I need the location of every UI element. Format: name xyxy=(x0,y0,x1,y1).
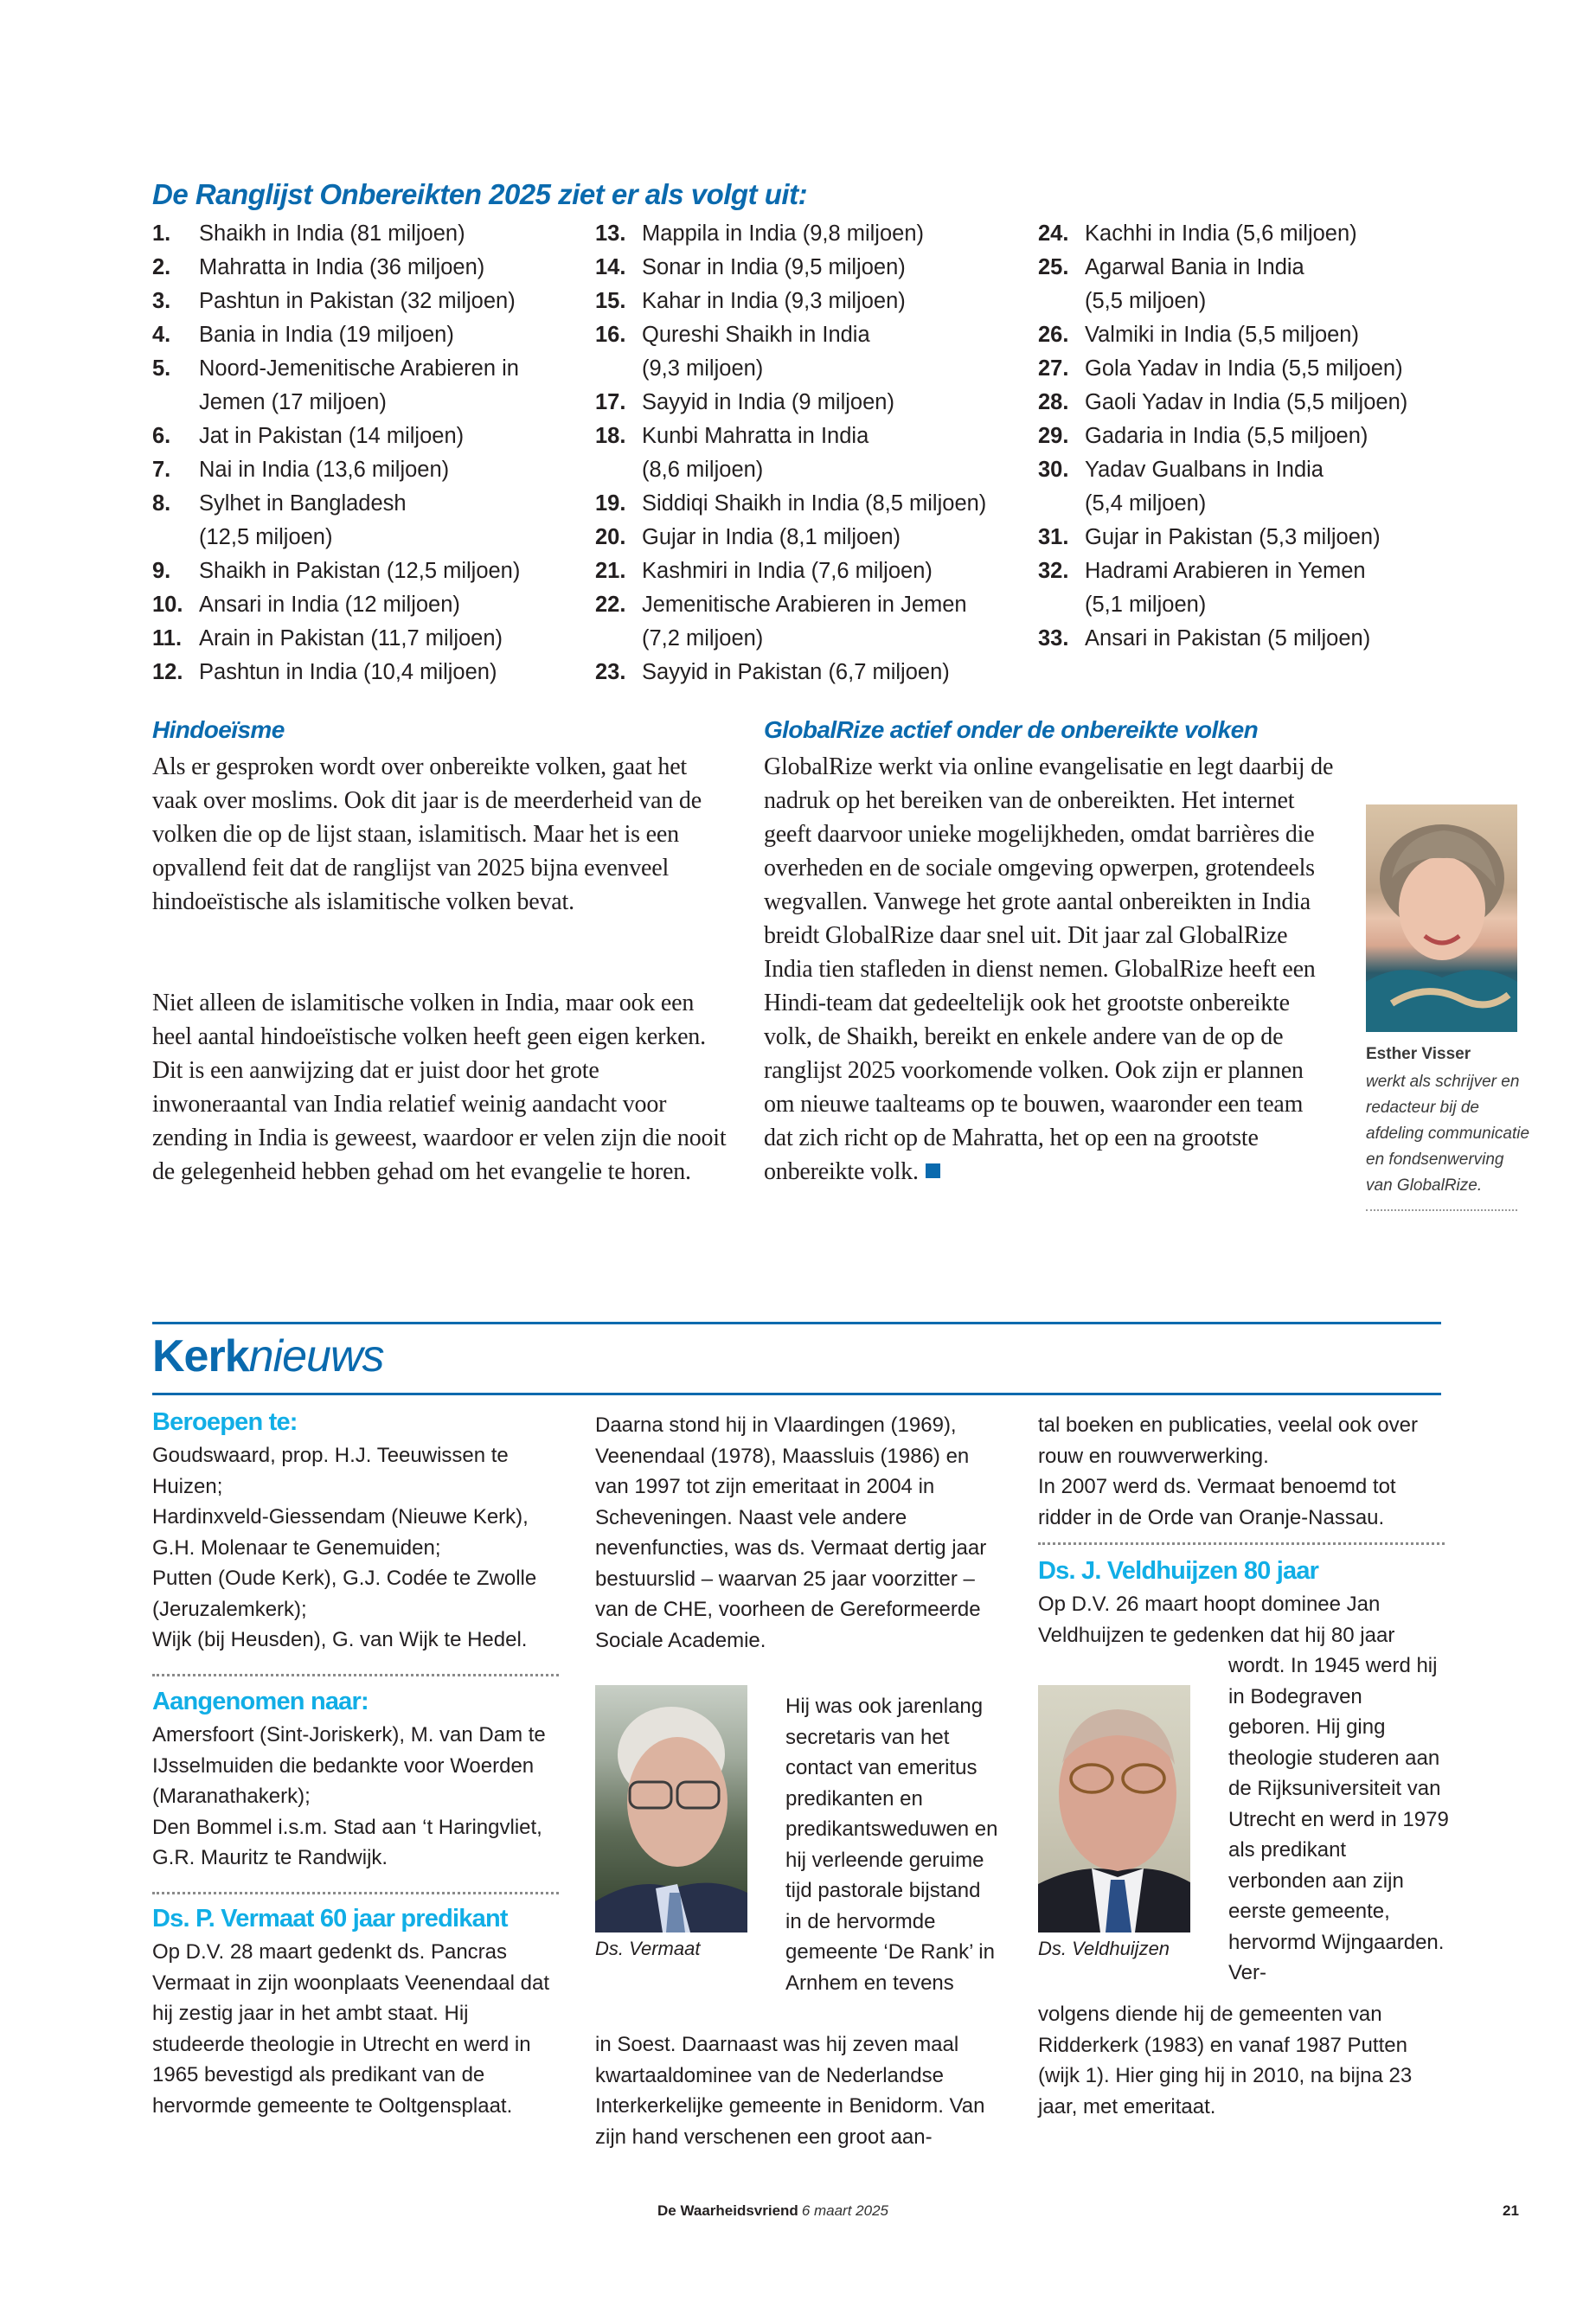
veldhuijzen-paragraph-intro: Op D.V. 26 maart hoopt dominee Jan Veldhuijzen te gedenken dat hij 80 jaar xyxy=(1038,1593,1395,1647)
ranglijst-column-2 xyxy=(595,217,1036,689)
list-item: 4. Bania in India (19 miljoen) xyxy=(152,323,454,347)
list-item: 29. Gadaria in India (5,5 miljoen) xyxy=(1038,424,1368,448)
vermaat-heading: Ds. P. Vermaat 60 jaar predikant xyxy=(152,1905,508,1932)
vermaat-photo xyxy=(595,1685,747,1932)
veldhuijzen-photo xyxy=(1038,1685,1190,1932)
portrait-image xyxy=(1366,804,1517,1032)
section-rule-bottom xyxy=(152,1393,1441,1395)
list-item: 21. Kashmiri in India (7,6 miljoen) xyxy=(595,559,933,583)
list-item: 3. Pashtun in Pakistan (32 miljoen) xyxy=(152,289,516,313)
list-item: 5. Noord-Jemenitische Arabieren in Jemen (17 miljoen) xyxy=(152,356,519,414)
author-name: Esther Visser xyxy=(1366,1045,1471,1063)
portrait-image xyxy=(595,1685,747,1932)
list-item: 31. Gujar in Pakistan (5,3 miljoen) xyxy=(1038,525,1381,549)
aangenomen-heading: Aangenomen naar: xyxy=(152,1688,369,1715)
list-item: 24. Kachhi in India (5,6 miljoen) xyxy=(1038,221,1357,246)
footer-publication: De Waarheidsvriend 6 maart 2025 xyxy=(657,2202,888,2219)
veldhuijzen-heading: Ds. J. Veldhuijzen 80 jaar xyxy=(1038,1557,1319,1585)
list-item: 6. Jat in Pakistan (14 miljoen) xyxy=(152,424,465,448)
aangenomen-line: Den Bommel i.s.m. Stad aan ‘t Haringvliet, G.R. Mauritz te Randwijk. xyxy=(152,1815,542,1869)
ranglijst-column-1 xyxy=(152,217,585,689)
list-item: 15. Kahar in India (9,3 miljoen) xyxy=(595,289,906,313)
ranglijst-title: De Ranglijst Onbereikten 2025 ziet er als volgt uit: xyxy=(152,178,808,210)
vermaat-paragraph-2: Daarna stond hij in Vlaardingen (1969), Veenendaal (1978), Maassluis (1986) en van 1997 tot zijn emeritaat in 2004 in Scheveningen. Naast vele andere nevenfuncties, was ds. Vermaat dertig jaar bestuurslid – waarvan 25 jaar voorzitter – van de CHE, voorheen de Gereformeerde Sociale Academie. xyxy=(595,1413,987,1652)
dotted-divider xyxy=(152,1892,559,1894)
beroepen-line: Wijk (bij Heusden), G. van Wijk te Hedel. xyxy=(152,1628,528,1651)
list-item: 12. Pashtun in India (10,4 miljoen) xyxy=(152,660,497,684)
dotted-divider xyxy=(152,1674,559,1676)
vermaat-paragraph-3-full: in Soest. Daarnaast was hij zeven maal kwartaaldominee van de Nederlandse Interkerkelijke gemeente in Benidorm. Van zijn hand verschenen een groot aan- xyxy=(595,2033,985,2149)
beroepen-heading: Beroepen te: xyxy=(152,1408,298,1436)
list-item: 13. Mappila in India (9,8 miljoen) xyxy=(595,221,924,246)
section-rule-top xyxy=(152,1322,1441,1324)
list-item: 9. Shaikh in Pakistan (12,5 miljoen) xyxy=(152,559,521,583)
page-number: 21 xyxy=(1503,2202,1519,2219)
divider xyxy=(1366,1209,1517,1211)
list-item: 2. Mahratta in India (36 miljoen) xyxy=(152,255,485,279)
list-item: 11. Arain in Pakistan (11,7 miljoen) xyxy=(152,626,503,651)
list-item: 14. Sonar in India (9,5 miljoen) xyxy=(595,255,906,279)
vermaat-paragraph-3-side: Hij was ook jarenlang secretaris van het contact van emeritus predikanten en predikantsweduwen en hij verleende geruime tijd pastorale bijstand in de hervormde gemeente ‘De Rank’ in Arnhem en tevens xyxy=(785,1695,998,1995)
list-item: 19. Siddiqi Shaikh in India (8,5 miljoen) xyxy=(595,491,987,516)
list-item: 33. Ansari in Pakistan (5 miljoen) xyxy=(1038,626,1371,651)
aangenomen-list xyxy=(152,1720,559,1874)
vermaat-paragraph-5: In 2007 werd ds. Vermaat benoemd tot ridder in de Orde van Oranje-Nassau. xyxy=(1038,1475,1396,1529)
list-item: 25. Agarwal Bania in India (5,5 miljoen) xyxy=(1038,255,1304,313)
list-item: 23. Sayyid in Pakistan (6,7 miljoen) xyxy=(595,660,950,684)
beroepen-line: Hardinxveld-Giessendam (Nieuwe Kerk), G.H. Molenaar te Genemuiden; xyxy=(152,1505,529,1560)
list-item: 28. Gaoli Yadav in India (5,5 miljoen) xyxy=(1038,390,1408,414)
vermaat-caption: Ds. Vermaat xyxy=(595,1938,701,1959)
aangenomen-line: Amersfoort (Sint-Joriskerk), M. van Dam te IJsselmuiden die bedankte voor Woerden (Maranathakerk); xyxy=(152,1723,546,1808)
vermaat-paragraph-4: tal boeken en publicaties, veelal ook over rouw en rouwverwerking. xyxy=(1038,1413,1418,1468)
list-item: 10. Ansari in India (12 miljoen) xyxy=(152,593,460,617)
footer-date: 6 maart 2025 xyxy=(801,2202,888,2219)
globalrize-heading: GlobalRize actief onder de onbereikte volken xyxy=(764,716,1259,743)
author-bio: werkt als schrijver en redacteur bij de afdeling communicatie en fondsenwerving van GlobalRize. xyxy=(1366,1073,1530,1195)
list-item: 7. Nai in India (13,6 miljoen) xyxy=(152,458,450,482)
dotted-divider xyxy=(1038,1542,1445,1545)
ranglijst-column-3 xyxy=(1038,217,1471,656)
list-item: 8. Sylhet in Bangladesh (12,5 miljoen) xyxy=(152,491,407,549)
list-item: 22. Jemenitische Arabieren in Jemen (7,2 miljoen) xyxy=(595,593,967,651)
section-title: Kerknieuws xyxy=(152,1331,384,1381)
author-photo xyxy=(1366,804,1517,1032)
hindoeisme-heading: Hindoeïsme xyxy=(152,716,285,743)
list-item: 20. Gujar in India (8,1 miljoen) xyxy=(595,525,901,549)
hindoeisme-paragraph-1: Als er gesproken wordt over onbereikte volken, gaat het vaak over moslims. Ook dit jaar is de meerderheid van de volken die op de lijst staan, islamitisch. Maar het is een opvallend feit dat de ranglijst van 2025 bijna evenveel hindoeïstische als islamitische volken bevat. xyxy=(152,753,702,915)
hindoeisme-paragraph-2: Niet alleen de islamitische volken in India, maar ook een heel aantal hindoeïstische volken heeft geen eigen kerken. Dit is een aanwijzing dat er juist door het grote inwoneraantal van India relatief weinig aandacht voor zending in India is geweest, waardoor er velen zijn die nooit de gelegenheid hebben gehad om het evangelie te horen. xyxy=(152,990,727,1185)
beroepen-line: Putten (Oude Kerk), G.J. Codée te Zwolle (Jeruzalemkerk); xyxy=(152,1567,537,1621)
beroepen-list xyxy=(152,1440,559,1656)
list-item: 32. Hadrami Arabieren in Yemen (5,1 miljoen) xyxy=(1038,559,1366,617)
list-item: 16. Qureshi Shaikh in India (9,3 miljoen) xyxy=(595,323,870,381)
veldhuijzen-caption: Ds. Veldhuijzen xyxy=(1038,1938,1170,1959)
veldhuijzen-paragraph-side: wordt. In 1945 werd hij in Bodegraven geboren. Hij ging theologie studeren aan de Rijksuniversiteit van Utrecht en werd in 1979 als predikant verbonden aan zijn eerste gemeente, hervormd Wijngaarden. Ver- xyxy=(1228,1654,1449,1984)
list-item: 18. Kunbi Mahratta in India (8,6 miljoen) xyxy=(595,424,869,482)
list-item: 30. Yadav Gualbans in India (5,4 miljoen) xyxy=(1038,458,1324,516)
list-item: 27. Gola Yadav in India (5,5 miljoen) xyxy=(1038,356,1403,381)
beroepen-line: Goudswaard, prop. H.J. Teeuwissen te Huizen; xyxy=(152,1444,509,1498)
list-item: 17. Sayyid in India (9 miljoen) xyxy=(595,390,894,414)
list-item: 1. Shaikh in India (81 miljoen) xyxy=(152,221,465,246)
list-item: 26. Valmiki in India (5,5 miljoen) xyxy=(1038,323,1359,347)
end-of-article-square-icon xyxy=(926,1163,940,1178)
portrait-image xyxy=(1038,1685,1190,1932)
globalrize-paragraph: GlobalRize werkt via online evangelisatie en legt daarbij de nadruk op het bereiken van de onbereikten. Het internet geeft daarvoor unieke mogelijkheden, omdat barrières die overheden en de sociale omgeving opwerpen, grotendeels wegvallen. Vanwege het grote aantal onbereikten in India breidt GlobalRize daar snel uit. Dit jaar zal GlobalRize India tien stafleden in dienst nemen. GlobalRize heeft een Hindi-team dat gedeeltelijk ook het grootste onbereikte volk, de Shaikh, bereikt en enkele andere van de op de ranglijst 2025 voorkomende volken. Ook zijn er plannen om nieuwe taalteams op te bouwen, waaronder een team dat zich richt op de Mahratta, het op een na grootste onbereikte volk. xyxy=(764,753,1334,1185)
vermaat-paragraph-1: Op D.V. 28 maart gedenkt ds. Pancras Vermaat in zijn woonplaats Veenendaal dat hij zestig jaar in het ambt staat. Hij studeerde theologie in Utrecht en werd in 1965 bevestigd als predikant van de hervormde gemeente te Ooltgensplaat. xyxy=(152,1940,549,2118)
veldhuijzen-paragraph-end: volgens diende hij de gemeenten van Ridderkerk (1983) en vanaf 1987 Putten (wijk 1). Hier ging hij in 2010, na bijna 23 jaar, met emeritaat. xyxy=(1038,2003,1413,2118)
